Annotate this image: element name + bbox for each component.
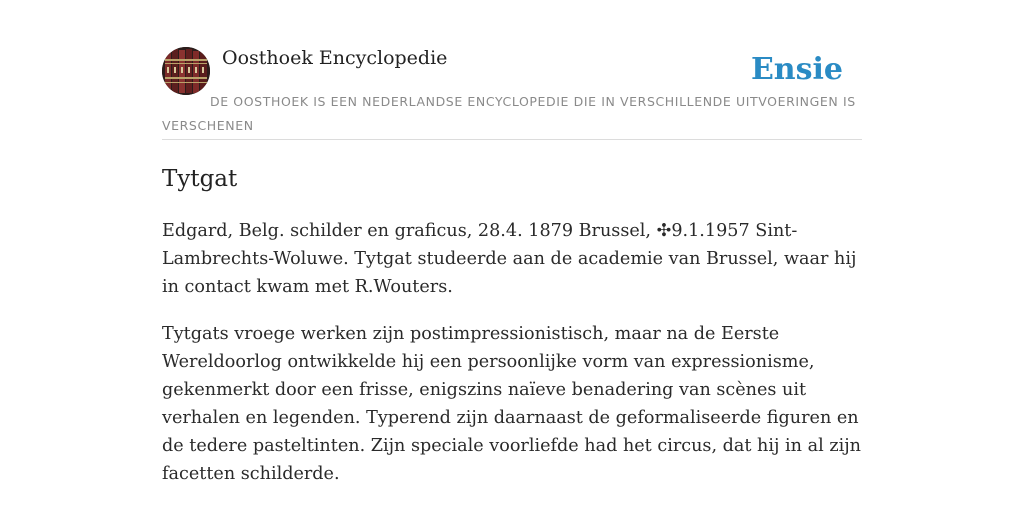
article-title: Tytgat — [162, 166, 238, 192]
source-header — [162, 44, 862, 140]
article-paragraph-2: Tytgats vroege werken zijn postimpressionistisch, maar na de Eerste Wereldoorlog ontwikkelde hij een persoonlijke vorm van expressionisme, gekenmerkt door een frisse, enigszins naïeve benadering van scènes uit verhalen en legenden. Typerend zijn daarnaast de geformaliseerde figuren en de tedere pasteltinten. Zijn speciale voorliefde had het circus, dat hij in al zijn facetten schilderde. — [162, 324, 861, 484]
ensie-logo-link[interactable]: Ensie — [750, 52, 843, 87]
page — [162, 44, 862, 488]
book-spines-icon — [162, 47, 210, 95]
source-title[interactable]: Oosthoek Encyclopedie — [222, 47, 448, 69]
article — [162, 164, 862, 488]
article-paragraph-1: Edgard, Belg. schilder en graficus, 28.4. 1879 Brussel, ✣9.1.1957 Sint-Lambrechts-Woluwe. Tytgat studeerde aan de academie van Brussel, waar hij in contact kwam met R.Wouters. — [162, 221, 857, 297]
source-avatar[interactable] — [162, 47, 210, 95]
source-description: DE OOSTHOEK IS EEN NEDERLANDSE ENCYCLOPEDIE DIE IN VERSCHILLENDE UITVOERINGEN IS VERSCHENEN — [162, 94, 856, 133]
